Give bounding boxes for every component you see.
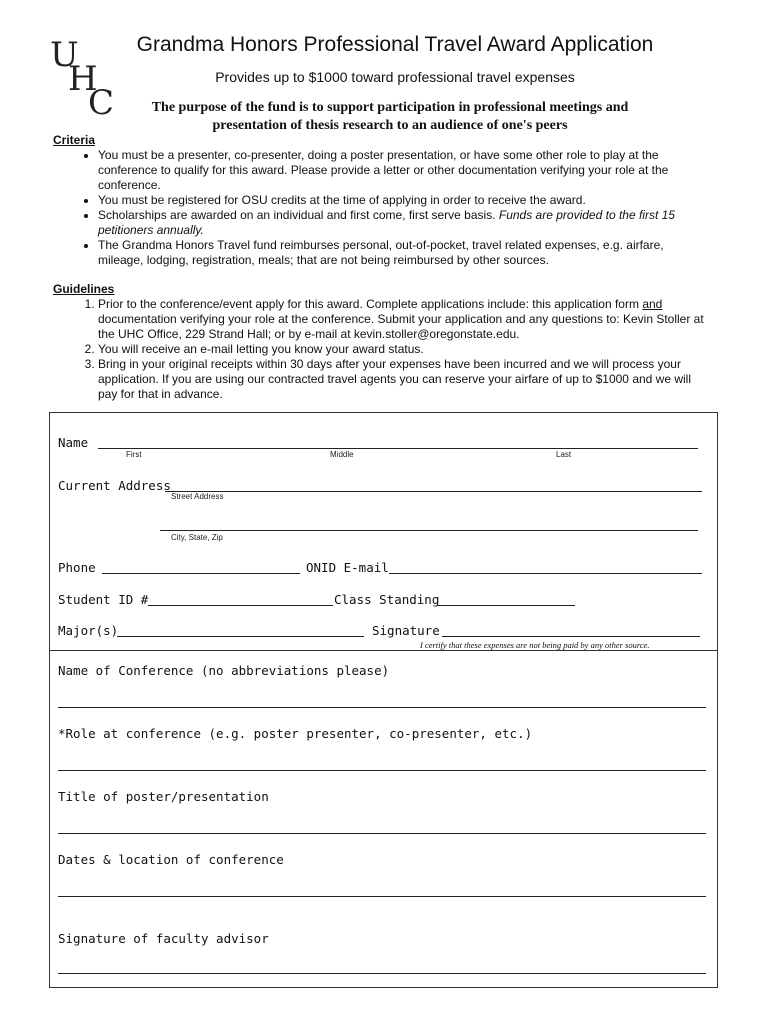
logo-letter-u: U <box>50 35 79 75</box>
form-divider <box>49 650 718 651</box>
purpose-statement <box>110 99 670 135</box>
name-label: Name <box>58 435 89 450</box>
purpose-line-2: presentation of thesis research to an audience of one's peers <box>212 118 568 133</box>
major-label: Major(s) <box>58 623 119 638</box>
faculty-advisor-field[interactable] <box>58 973 706 974</box>
guideline-item: 2. You will receive an e-mail letting you know your award status. <box>98 342 710 357</box>
criteria-item <box>98 208 710 238</box>
major-field[interactable] <box>117 636 364 637</box>
class-standing-label: Class Standing <box>334 592 440 607</box>
faculty-advisor-label: Signature of faculty advisor <box>58 931 269 946</box>
criteria-heading: Criteria <box>53 133 96 147</box>
phone-field[interactable] <box>102 573 300 574</box>
guideline-text: Prior to the conference/event apply for this award. Complete applications include: this application form <box>98 297 639 311</box>
street-address-label: Street Address <box>171 492 224 501</box>
onid-email-label: ONID E-mail <box>306 560 389 575</box>
criteria-item: • You must be a presenter, co-presenter, doing a poster presentation, or have some other role to play at the conference to qualify for this award. Please provide a letter or other documentation verifying your role at the conference. <box>98 148 710 193</box>
student-id-label: Student ID # <box>58 592 149 607</box>
conference-name-label: Name of Conference (no abbreviations please) <box>58 663 390 678</box>
purpose-line-1: The purpose of the fund is to support participation in professional meetings and <box>151 100 629 115</box>
city-state-zip-field[interactable] <box>160 530 698 531</box>
guideline-item: 3. Bring in your original receipts within 30 days after your expenses have been incurred and we will process your application. If you are using our contracted travel agents you can reserve your airfare of up to $1000 and we will pay for that in advance. <box>98 357 710 402</box>
conference-name-field[interactable] <box>58 707 706 708</box>
name-last-label: Last <box>556 450 572 459</box>
guidelines-heading: Guidelines <box>53 282 115 296</box>
signature-field[interactable] <box>442 636 700 637</box>
poster-title-label: Title of poster/presentation <box>58 789 269 804</box>
logo-letter-h: H <box>68 59 98 99</box>
class-standing-field[interactable] <box>437 605 575 606</box>
role-field[interactable] <box>58 770 706 771</box>
name-middle-label: Middle <box>330 450 354 459</box>
criteria-item: • You must be registered for OSU credits at the time of applying in order to receive the award. <box>98 193 710 208</box>
logo-letter-c: C <box>88 83 115 123</box>
guideline-item <box>98 297 710 342</box>
signature-label: Signature <box>372 623 440 638</box>
criteria-item-text: Scholarships are awarded on an individual and first come, first serve basis. <box>98 208 496 222</box>
guideline-and: and <box>642 297 663 311</box>
city-state-zip-label: City, State, Zip <box>171 533 223 542</box>
student-id-field[interactable] <box>148 605 333 606</box>
name-field[interactable] <box>98 448 698 449</box>
dates-location-field[interactable] <box>58 896 706 897</box>
onid-email-field[interactable] <box>389 573 702 574</box>
phone-label: Phone <box>58 560 96 575</box>
criteria-item: • The Grandma Honors Travel fund reimburses personal, out-of-pocket, travel related expenses, e.g. airfare, mileage, lodging, registration, meals; that are not being reimbursed by other sources. <box>98 238 710 268</box>
certify-note: I certify that these expenses are not being paid by any other source. <box>420 640 650 650</box>
street-address-field[interactable] <box>165 491 702 492</box>
address-label: Current Address <box>58 478 171 493</box>
page-title: Grandma Honors Professional Travel Award Application <box>136 33 654 56</box>
guideline-text: documentation verifying your role at the conference. Submit your application and any questions to: Kevin Stoller at the UHC Office, 229 Strand Hall; or by e-mail at kevin.stoller@oregonstate.edu. <box>98 312 704 341</box>
dates-location-label: Dates & location of conference <box>58 852 284 867</box>
criteria-list <box>60 148 710 268</box>
role-label: *Role at conference (e.g. poster presenter, co-presenter, etc.) <box>58 726 533 741</box>
page-subtitle: Provides up to $1000 toward professional travel expenses <box>215 69 575 85</box>
criteria-item-italic: Funds are provided to the first 15 petitioners annually. <box>98 208 675 237</box>
guidelines-list <box>60 297 710 402</box>
poster-title-field[interactable] <box>58 833 706 834</box>
application-form <box>49 412 718 988</box>
name-first-label: First <box>126 450 142 459</box>
